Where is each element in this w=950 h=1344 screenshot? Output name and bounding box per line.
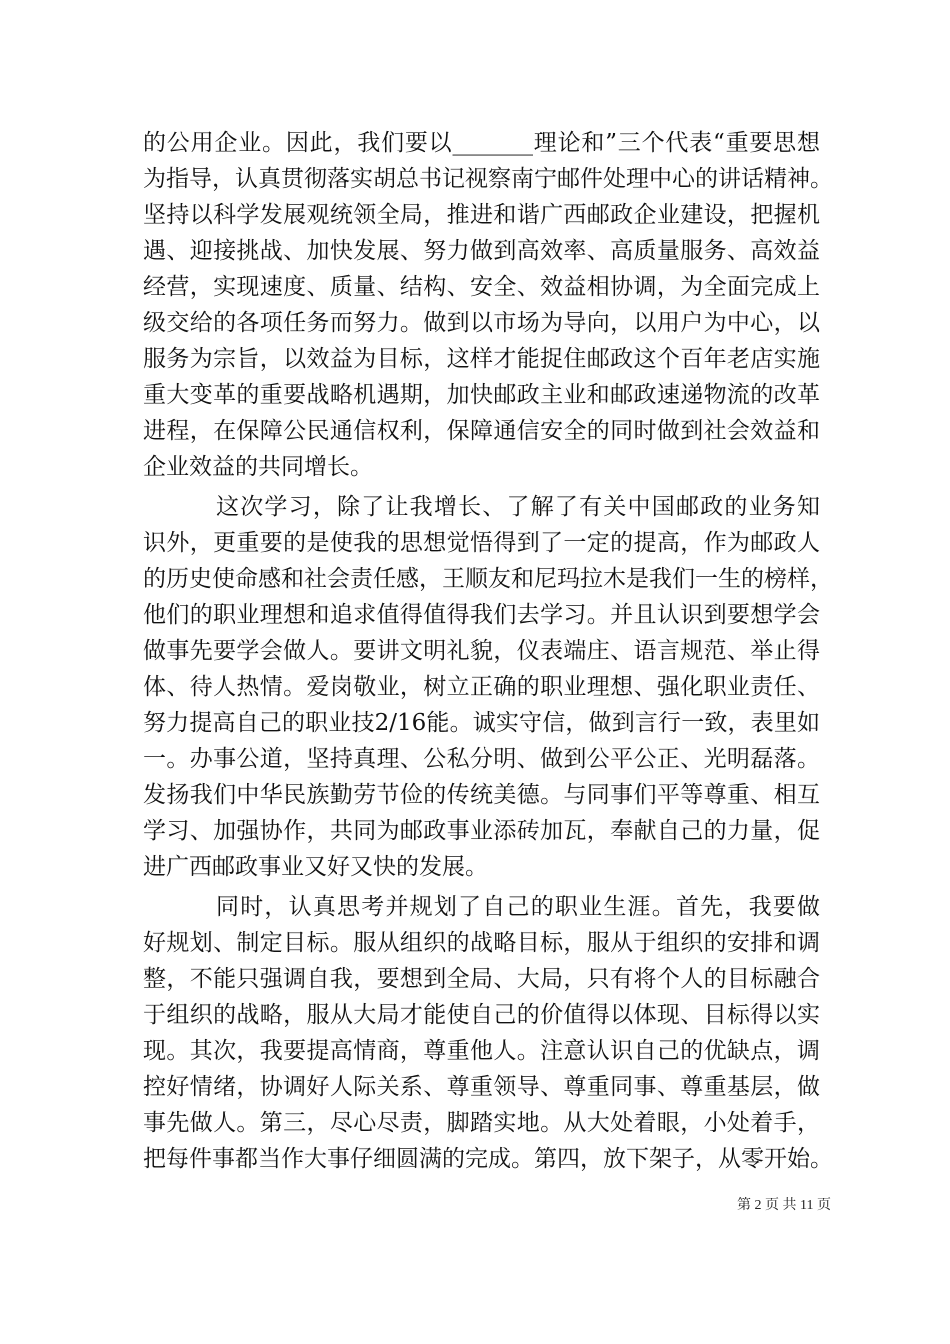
- text-line: 一。办事公道，坚持真理、公私分明、做到公平公正、光明磊落。: [143, 746, 820, 772]
- document-body: [143, 125, 833, 1181]
- text-line: 为指导，认真贯彻落实胡总书记视察南宁邮件处理中心的讲话精神。: [143, 166, 833, 192]
- text-line: 整，不能只强调自我，要想到全局、大局，只有将个人的目标融合: [143, 966, 820, 992]
- text-line: 遇、迎接挑战、加快发展、努力做到高效率、高质量服务、高效益: [143, 238, 820, 264]
- text-line: 控好情绪，协调好人际关系、尊重领导、尊重同事、尊重基层，做: [143, 1074, 820, 1100]
- text-line: 同时，认真思考并规划了自己的职业生涯。首先，我要做: [216, 894, 820, 920]
- text-line: 学习、加强协作，共同为邮政事业添砖加瓦，奉献自己的力量，促: [143, 818, 820, 844]
- text-line: 好规划、制定目标。服从组织的战略目标，服从于组织的安排和调: [143, 930, 820, 956]
- text-line: 坚持以科学发展观统领全局，推进和谐广西邮政企业建设，把握机: [143, 202, 820, 228]
- text-line: 重大变革的重要战略机遇期，加快邮政主业和邮政速递物流的改革: [143, 382, 820, 408]
- text-line: 把每件事都当作大事仔细圆满的完成。第四，放下架子，从零开始。: [143, 1146, 833, 1172]
- text-line: 进程，在保障公民通信权利，保障通信安全的同时做到社会效益和: [143, 418, 820, 444]
- text-line: 体、待人热情。爱岗敬业，树立正确的职业理想、强化职业责任、: [143, 674, 820, 700]
- text-line: 识外，更重要的是使我的思想觉悟得到了一定的提高，作为邮政人: [143, 530, 820, 556]
- text-line: 他们的职业理想和追求值得值得我们去学习。并且认识到要想学会: [143, 602, 820, 628]
- text-line: 努力提高自己的职业技2/16能。诚实守信，做到言行一致，表里如: [143, 710, 820, 736]
- text-line: 服务为宗旨，以效益为目标，这样才能捉住邮政这个百年老店实施: [143, 346, 820, 372]
- text-line: 事先做人。第三，尽心尽责，脚踏实地。从大处着眼，小处着手，: [143, 1110, 820, 1136]
- text-line: 级交给的各项任务而努力。做到以市场为导向，以用户为中心，以: [143, 310, 820, 336]
- text-line: 于组织的战略，服从大局才能使自己的价值得以体现、目标得以实: [143, 1002, 820, 1028]
- text-line: 发扬我们中华民族勤劳节俭的传统美德。与同事们平等尊重、相互: [143, 782, 820, 808]
- paragraph: [143, 889, 833, 1177]
- paragraph: [143, 489, 833, 885]
- paragraph: [143, 125, 833, 485]
- text-line: 做事先要学会做人。要讲文明礼貌，仪表端庄、语言规范、举止得: [143, 638, 820, 664]
- text-line: 企业效益的共同增长。: [143, 454, 373, 480]
- page-number-footer: 第 2 页 共 11 页: [737, 1198, 831, 1213]
- text-line: 的公用企业。因此，我们要以_______理论和”三个代表“重要思想: [143, 130, 820, 156]
- text-line: 现。其次，我要提高情商，尊重他人。注意认识自己的优缺点，调: [143, 1038, 820, 1064]
- text-line: 经营，实现速度、质量、结构、安全、效益相协调，为全面完成上: [143, 274, 820, 300]
- text-line: 这次学习，除了让我增长、了解了有关中国邮政的业务知: [216, 494, 820, 520]
- text-line: 进广西邮政事业又好又快的发展。: [143, 854, 488, 880]
- text-line: 的历史使命感和社会责任感，王顺友和尼玛拉木是我们一生的榜样，: [143, 566, 833, 592]
